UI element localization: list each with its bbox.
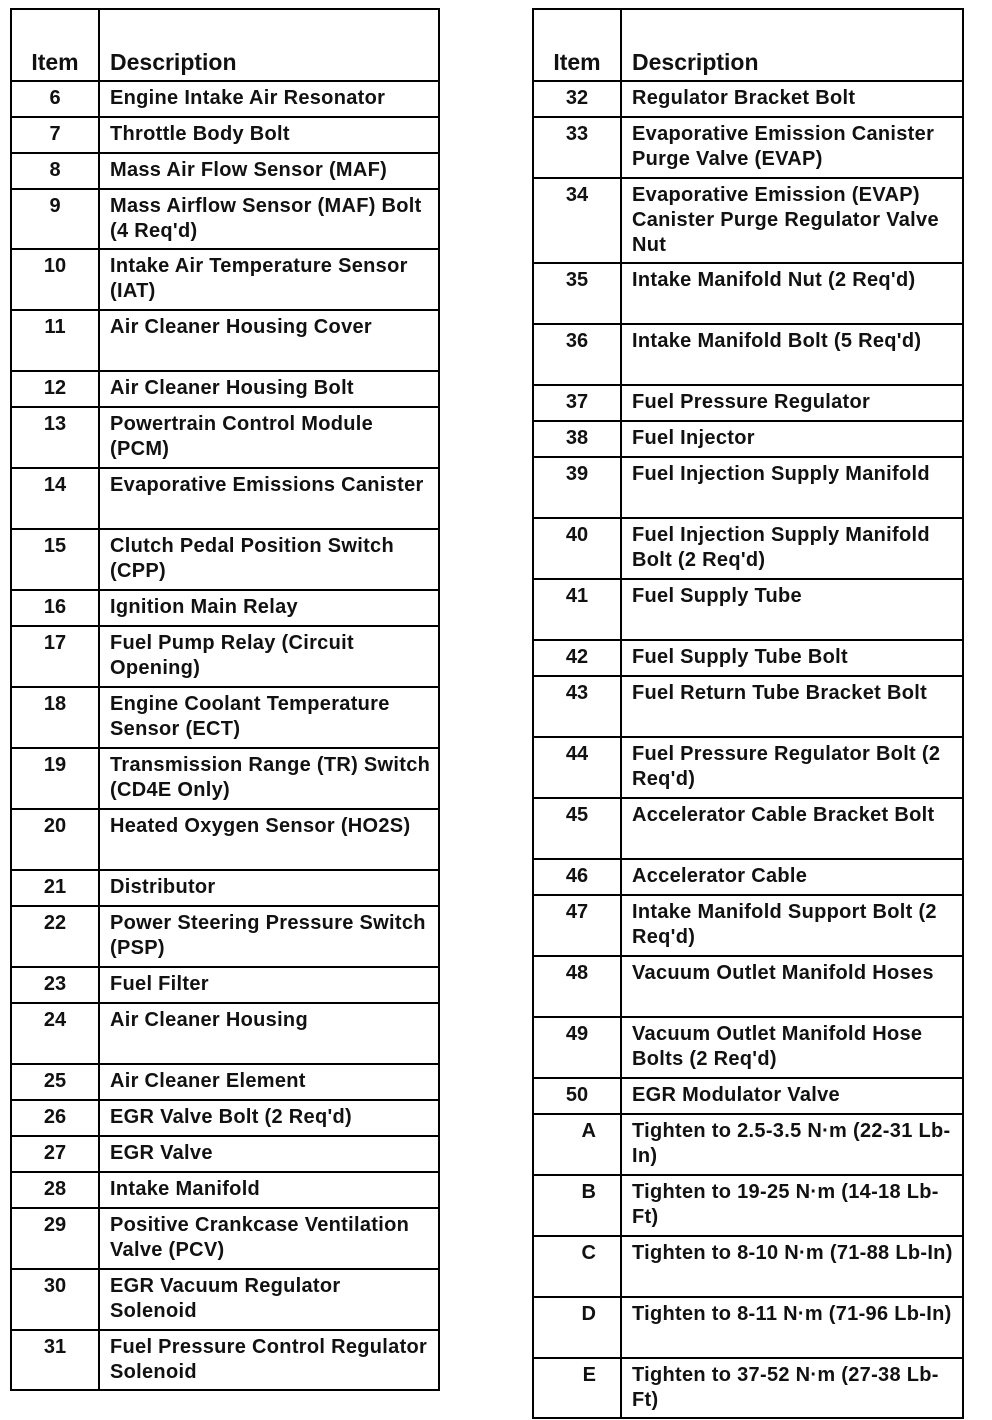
item-description: Engine Coolant Temperature Sensor (ECT) (110, 693, 390, 740)
item-number: 9 (12, 190, 100, 248)
item-number: 33 (534, 118, 622, 177)
item-column-header: Item (12, 10, 100, 80)
item-description: Powertrain Control Module (PCM) (110, 413, 374, 460)
item-number: 12 (12, 372, 100, 406)
item-number: 18 (12, 688, 100, 747)
table-header (12, 10, 438, 82)
item-number: 42 (534, 641, 622, 675)
item-number: 39 (534, 458, 622, 517)
table-row (534, 641, 962, 677)
item-description: Tighten to 37-52 N·m (27-38 Lb-Ft) (632, 1364, 939, 1411)
item-description: Throttle Body Bolt (110, 123, 290, 145)
item-description: Mass Air Flow Sensor (MAF) (110, 159, 388, 181)
table-row (12, 1173, 438, 1209)
table-row (12, 250, 438, 311)
item-description: Fuel Pressure Control Regulator Solenoid (110, 1336, 428, 1383)
table-row (12, 469, 438, 530)
item-number: 32 (534, 82, 622, 116)
parts-table-left (10, 8, 440, 1391)
table-body (12, 82, 438, 1389)
item-description: Tighten to 8-11 N·m (71-96 Lb-In) (632, 1303, 952, 1325)
item-description: Vacuum Outlet Manifold Hoses (632, 962, 934, 984)
table-row (534, 1298, 962, 1359)
table-row (12, 810, 438, 871)
item-number: 21 (12, 871, 100, 905)
table-row (534, 580, 962, 641)
item-number: 15 (12, 530, 100, 589)
item-description: Evaporative Emissions Canister (110, 474, 424, 496)
table-body (534, 82, 962, 1417)
table-row (12, 1004, 438, 1065)
item-number: 8 (12, 154, 100, 188)
item-number: E (534, 1359, 622, 1417)
item-number: 35 (534, 264, 622, 323)
table-row (12, 372, 438, 408)
item-number: 28 (12, 1173, 100, 1207)
item-description: Ignition Main Relay (110, 596, 298, 618)
item-number: 27 (12, 1137, 100, 1171)
item-description: Distributor (110, 876, 216, 898)
item-description: Tighten to 19-25 N·m (14-18 Lb-Ft) (632, 1181, 939, 1228)
item-description: Accelerator Cable (632, 865, 808, 887)
table-row (534, 1359, 962, 1417)
description-column-header: Description (632, 49, 759, 75)
description-column-header: Description (110, 49, 237, 75)
item-number: 34 (534, 179, 622, 262)
item-description: Fuel Pressure Regulator Bolt (2 Req'd) (632, 743, 941, 790)
item-number: 36 (534, 325, 622, 384)
item-description: Air Cleaner Housing Bolt (110, 377, 354, 399)
item-number: B (534, 1176, 622, 1235)
table-row (534, 458, 962, 519)
item-description: Intake Manifold Nut (2 Req'd) (632, 269, 916, 291)
table-row (12, 1270, 438, 1331)
item-description: Power Steering Pressure Switch (PSP) (110, 912, 426, 959)
item-column-header: Item (534, 10, 622, 80)
item-description: Fuel Injector (632, 427, 755, 449)
item-number: 19 (12, 749, 100, 808)
table-row (12, 1065, 438, 1101)
table-row (534, 738, 962, 799)
item-description: Heated Oxygen Sensor (HO2S) (110, 815, 411, 837)
table-row (12, 1209, 438, 1270)
table-row (12, 118, 438, 154)
table-row (534, 1237, 962, 1298)
item-description: Accelerator Cable Bracket Bolt (632, 804, 935, 826)
item-description: Air Cleaner Housing (110, 1009, 308, 1031)
item-description: Fuel Injection Supply Manifold (632, 463, 930, 485)
item-description: Fuel Supply Tube (632, 585, 802, 607)
item-description: Transmission Range (TR) Switch (CD4E Only) (110, 754, 431, 801)
item-number: 48 (534, 957, 622, 1016)
item-number: 38 (534, 422, 622, 456)
item-number: 50 (534, 1079, 622, 1113)
table-row (534, 896, 962, 957)
item-number: 10 (12, 250, 100, 309)
table-row (534, 179, 962, 264)
table-row (12, 154, 438, 190)
item-number: 13 (12, 408, 100, 467)
item-description: EGR Vacuum Regulator Solenoid (110, 1275, 341, 1322)
item-number: 26 (12, 1101, 100, 1135)
table-row (12, 530, 438, 591)
table-row (12, 1101, 438, 1137)
item-number: 40 (534, 519, 622, 578)
item-number: 41 (534, 580, 622, 639)
table-row (534, 799, 962, 860)
table-row (12, 82, 438, 118)
item-description: Fuel Pressure Regulator (632, 391, 871, 413)
table-row (534, 264, 962, 325)
item-description: Air Cleaner Housing Cover (110, 316, 373, 338)
item-number: 46 (534, 860, 622, 894)
item-number: 24 (12, 1004, 100, 1063)
table-row (12, 871, 438, 907)
parts-table-right (532, 8, 964, 1419)
table-row (12, 907, 438, 968)
item-number: 29 (12, 1209, 100, 1268)
item-number: 16 (12, 591, 100, 625)
table-row (12, 190, 438, 250)
item-number: 30 (12, 1270, 100, 1329)
table-row (534, 82, 962, 118)
item-number: 25 (12, 1065, 100, 1099)
item-description: Positive Crankcase Ventilation Valve (PCV) (110, 1214, 410, 1261)
table-row (534, 1115, 962, 1176)
table-row (534, 957, 962, 1018)
table-header (534, 10, 962, 82)
item-number: 11 (12, 311, 100, 370)
item-description: EGR Valve (110, 1142, 213, 1164)
item-description: Mass Airflow Sensor (MAF) Bolt (4 Req'd) (110, 195, 422, 242)
table-row (534, 1176, 962, 1237)
item-number: 20 (12, 810, 100, 869)
item-description: EGR Valve Bolt (2 Req'd) (110, 1106, 353, 1128)
item-number: A (534, 1115, 622, 1174)
item-number: 45 (534, 799, 622, 858)
table-row (534, 1018, 962, 1079)
table-row (12, 627, 438, 688)
table-row (12, 1137, 438, 1173)
item-description: Air Cleaner Element (110, 1070, 306, 1092)
item-number: 7 (12, 118, 100, 152)
item-number: 47 (534, 896, 622, 955)
item-description: Intake Manifold Support Bolt (2 Req'd) (632, 901, 937, 948)
table-row (534, 860, 962, 896)
item-description: Intake Manifold (110, 1178, 261, 1200)
item-description: Intake Air Temperature Sensor (IAT) (110, 255, 408, 302)
table-row (12, 408, 438, 469)
table-row (12, 591, 438, 627)
item-number: 17 (12, 627, 100, 686)
item-description: Regulator Bracket Bolt (632, 87, 856, 109)
item-number: 31 (12, 1331, 100, 1389)
table-row (534, 386, 962, 422)
item-description: Engine Intake Air Resonator (110, 87, 386, 109)
table-row (534, 677, 962, 738)
item-description: Fuel Supply Tube Bolt (632, 646, 848, 668)
item-description: Tighten to 2.5-3.5 N·m (22-31 Lb-In) (632, 1120, 951, 1167)
item-number: 23 (12, 968, 100, 1002)
table-row (534, 422, 962, 458)
table-row (12, 311, 438, 372)
item-number: 37 (534, 386, 622, 420)
table-row (534, 325, 962, 386)
item-number: D (534, 1298, 622, 1357)
item-number: C (534, 1237, 622, 1296)
item-description: Evaporative Emission (EVAP) Canister Purge Regulator Valve Nut (632, 184, 939, 256)
item-description: Tighten to 8-10 N·m (71-88 Lb-In) (632, 1242, 953, 1264)
item-number: 6 (12, 82, 100, 116)
item-description: EGR Modulator Valve (632, 1084, 840, 1106)
item-description: Fuel Pump Relay (Circuit Opening) (110, 632, 354, 679)
item-description: Fuel Injection Supply Manifold Bolt (2 Req'd) (632, 524, 930, 571)
item-description: Intake Manifold Bolt (5 Req'd) (632, 330, 922, 352)
table-row (12, 749, 438, 810)
item-description: Vacuum Outlet Manifold Hose Bolts (2 Req'd) (632, 1023, 923, 1070)
table-row (534, 1079, 962, 1115)
item-number: 43 (534, 677, 622, 736)
item-description: Evaporative Emission Canister Purge Valve (EVAP) (632, 123, 935, 170)
item-number: 44 (534, 738, 622, 797)
item-number: 49 (534, 1018, 622, 1077)
item-description: Fuel Filter (110, 973, 209, 995)
table-row (12, 968, 438, 1004)
table-row (534, 118, 962, 179)
item-description: Clutch Pedal Position Switch (CPP) (110, 535, 394, 582)
item-number: 22 (12, 907, 100, 966)
table-row (12, 1331, 438, 1389)
item-number: 14 (12, 469, 100, 528)
item-description: Fuel Return Tube Bracket Bolt (632, 682, 928, 704)
table-row (12, 688, 438, 749)
table-row (534, 519, 962, 580)
